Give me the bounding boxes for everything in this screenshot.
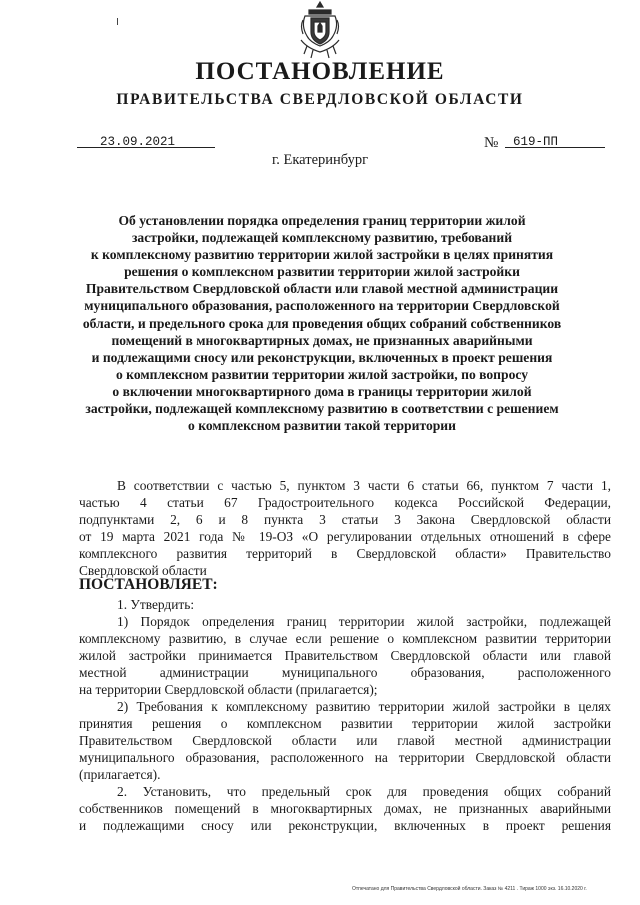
heading-line: области, и предельного срока для проведения общих собраний собственников <box>82 315 562 331</box>
document-heading <box>82 212 562 434</box>
heading-line: застройки, подлежащей комплексному развитию в соответствии с решением <box>85 401 559 417</box>
preamble-line: комплексного развития территорий в Свердловской области» Правительство <box>79 546 611 561</box>
clause-line: собственников помещений в многоквартирных домах, не признанных аварийными <box>79 801 611 816</box>
preamble-paragraph <box>79 477 611 579</box>
clause-line: (прилагается). <box>79 767 161 782</box>
heading-line: Об установлении порядка определения границ территории жилой <box>118 213 526 228</box>
document-subtitle: ПРАВИТЕЛЬСТВА СВЕРДЛОВСКОЙ ОБЛАСТИ <box>116 91 524 108</box>
print-footer: Отпечатано для Правительства Свердловской области. Заказ № 4211 . Тираж 1000 экз. 16.10.2020 г. <box>352 886 587 892</box>
preamble-line: подпунктами 2, 6 и 8 пункта 3 статьи 3 Закона Свердловской области <box>79 512 611 527</box>
clauses-section <box>79 596 611 834</box>
clause-line: местной администрации муниципального образования, расположенного <box>79 665 611 680</box>
clause-line: 2. Установить, что предельный срок для проведения общих собраний <box>117 784 611 799</box>
heading-line: муниципального образования, расположенного на территории Свердловской <box>84 298 560 314</box>
heading-line: решения о комплексном развитии территории жилой застройки <box>124 264 520 280</box>
heading-line: помещений в многоквартирных домах, не признанных аварийными <box>111 332 533 348</box>
scan-mark <box>117 18 118 25</box>
heading-line: о комплексном развитии территории жилой застройки, по вопросу <box>115 366 529 382</box>
heading-line: о включении многоквартирного дома в границы территории жилой <box>112 383 532 399</box>
clause-line: 1) Порядок определения границ территории жилой застройки, подлежащей <box>117 614 611 629</box>
heading-line: застройки, подлежащей комплексному развитию, требований <box>131 230 513 246</box>
heading-line: и подлежащими сносу или реконструкции, включенных в проект решения <box>91 349 553 365</box>
preamble-line: Свердловской области <box>79 563 207 578</box>
clause-line: принятия решения о комплексном развитии территории жилой застройки <box>79 716 611 731</box>
heading-line: к комплексному развитию территории жилой застройки в целях принятия <box>90 247 554 263</box>
clause-line: и подлежащими сносу или реконструкции, включенных в проект решения <box>79 818 611 833</box>
resolves-heading: ПОСТАНОВЛЯЕТ: <box>79 576 218 593</box>
document-number: 619-ПП <box>513 135 559 149</box>
clause-line: жилой застройки принимается Правительством Свердловской области или главой <box>79 648 611 663</box>
preamble-line: частью 4 статьи 67 Градостроительного кодекса Российской Федерации, <box>79 495 611 510</box>
clause-line: комплексному развитию, в случае если решение о комплексном развитии территории <box>79 631 611 646</box>
coat-of-arms-icon <box>299 0 341 60</box>
heading-line: Правительством Свердловской области или главой местной администрации <box>85 281 559 297</box>
preamble-line: В соответствии с частью 5, пунктом 3 части 6 статьи 66, пунктом 7 части 1, <box>117 478 611 493</box>
document-title: ПОСТАНОВЛЕНИЕ <box>195 58 445 85</box>
preamble-line: от 19 марта 2021 года № 19-ОЗ «О регулировании отдельных отношений в сфере <box>79 529 611 544</box>
document-city: г. Екатеринбург <box>271 152 369 168</box>
number-sign: № <box>484 135 499 151</box>
clause-line: на территории Свердловской области (прилагается); <box>79 682 378 697</box>
document-date: 23.09.2021 <box>100 135 176 149</box>
clause-line: 2) Требования к комплексному развитию территории жилой застройки в целях <box>117 699 611 714</box>
clause-line: 1. Утвердить: <box>117 597 195 612</box>
heading-line: о комплексном развитии такой территории <box>188 418 456 434</box>
clause-line: Правительством Свердловской области или главой местной администрации <box>79 733 611 748</box>
clause-line: муниципального образования, расположенного на территории Свердловской области <box>79 750 611 765</box>
